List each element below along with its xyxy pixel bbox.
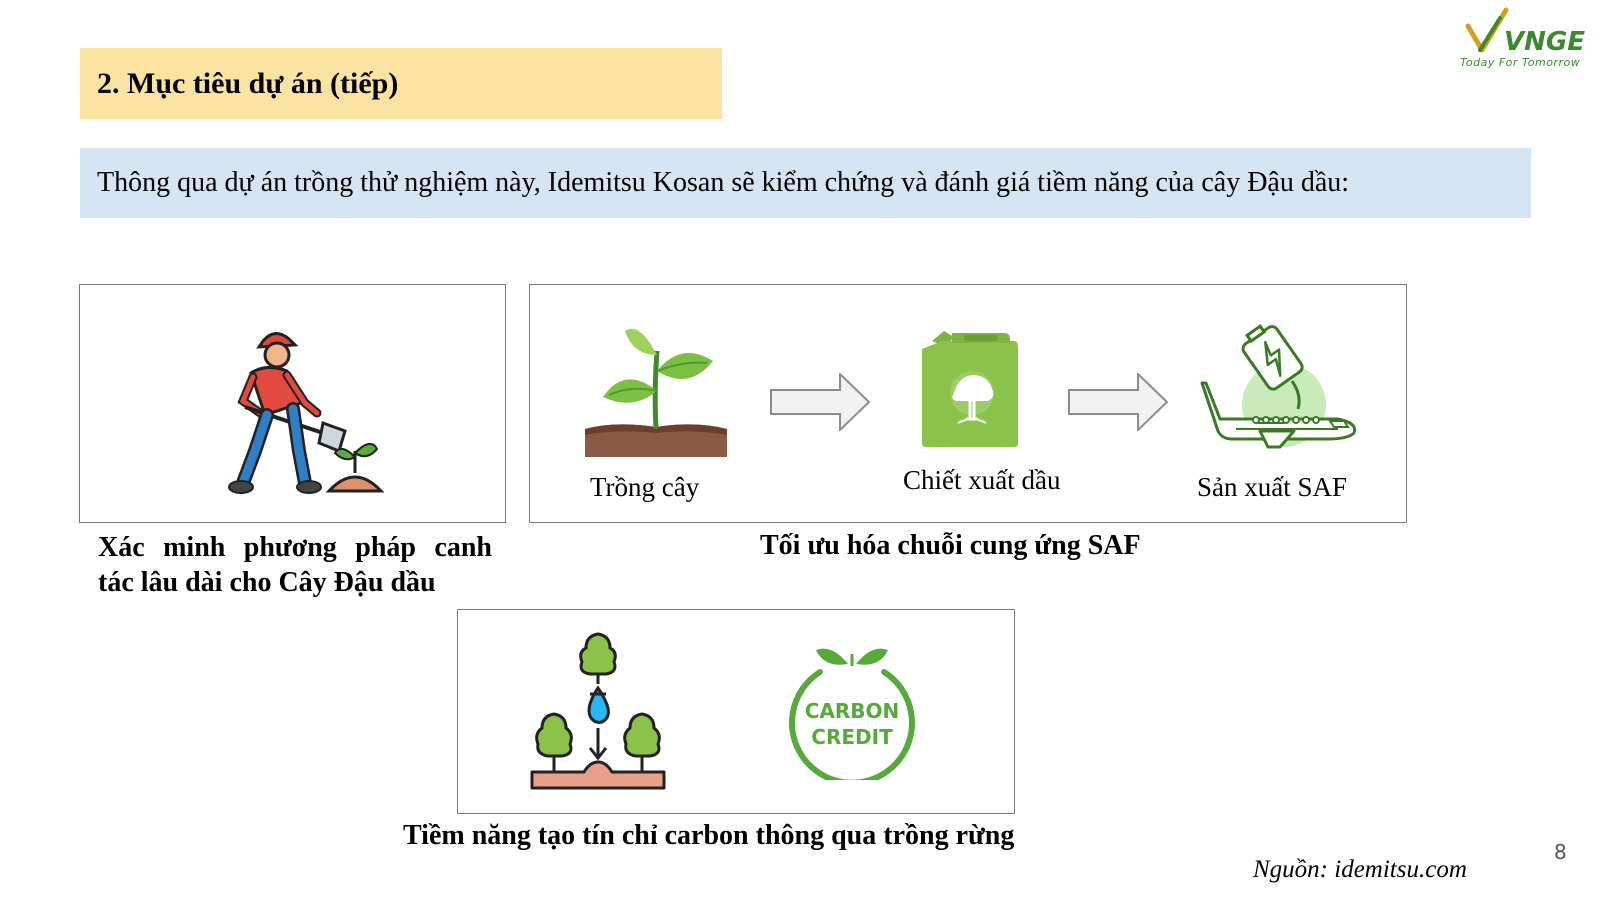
page-number: 8: [1554, 840, 1567, 864]
section-title-box: [80, 48, 722, 119]
section-title: 2. Mục tiêu dự án (tiếp): [97, 66, 399, 100]
intro-text: Thông qua dự án trồng thử nghiệm này, Idemitsu Kosan sẽ kiểm chứng và đánh giá tiềm năng của cây Đậu dầu:: [97, 167, 1350, 198]
caption-cultivation-line1: Xác minh phương pháp canh: [98, 532, 492, 563]
logo-mark: VNGE: [1504, 27, 1585, 57]
arrow-right-icon: [770, 373, 870, 431]
step-label: Trồng cây: [590, 472, 700, 502]
farmer-planting-icon: [205, 323, 385, 498]
caption-cultivation: [98, 530, 492, 600]
oil-jerrycan-icon: [914, 327, 1020, 449]
arrow-right-icon: [1068, 373, 1168, 431]
seedling-icon: [585, 321, 727, 457]
vnge-logo: [1460, 6, 1600, 76]
badge-line1: CARBON: [804, 699, 900, 723]
carbon-credit-icon: [786, 638, 918, 780]
panel-cultivation: [79, 284, 506, 523]
airplane-fuel-icon: [1198, 323, 1360, 451]
panel-carbon: [457, 609, 1015, 814]
step-label: Sản xuất SAF: [1197, 472, 1348, 502]
step-label: Chiết xuất dầu: [903, 465, 1061, 495]
caption-cultivation-line2: tác lâu dài cho Cây Đậu dầu: [98, 567, 436, 598]
panel-saf-chain: [529, 284, 1407, 523]
source-note: Nguồn: idemitsu.com: [1253, 856, 1467, 883]
reforestation-icon: [528, 628, 668, 796]
logo-tagline: Today For Tomorrow: [1460, 56, 1581, 69]
badge-line2: CREDIT: [811, 725, 893, 749]
caption-carbon: Tiềm năng tạo tín chỉ carbon thông qua trồng rừng: [403, 820, 1015, 851]
intro-box: [80, 148, 1531, 218]
caption-saf-chain: Tối ưu hóa chuỗi cung ứng SAF: [760, 530, 1141, 561]
